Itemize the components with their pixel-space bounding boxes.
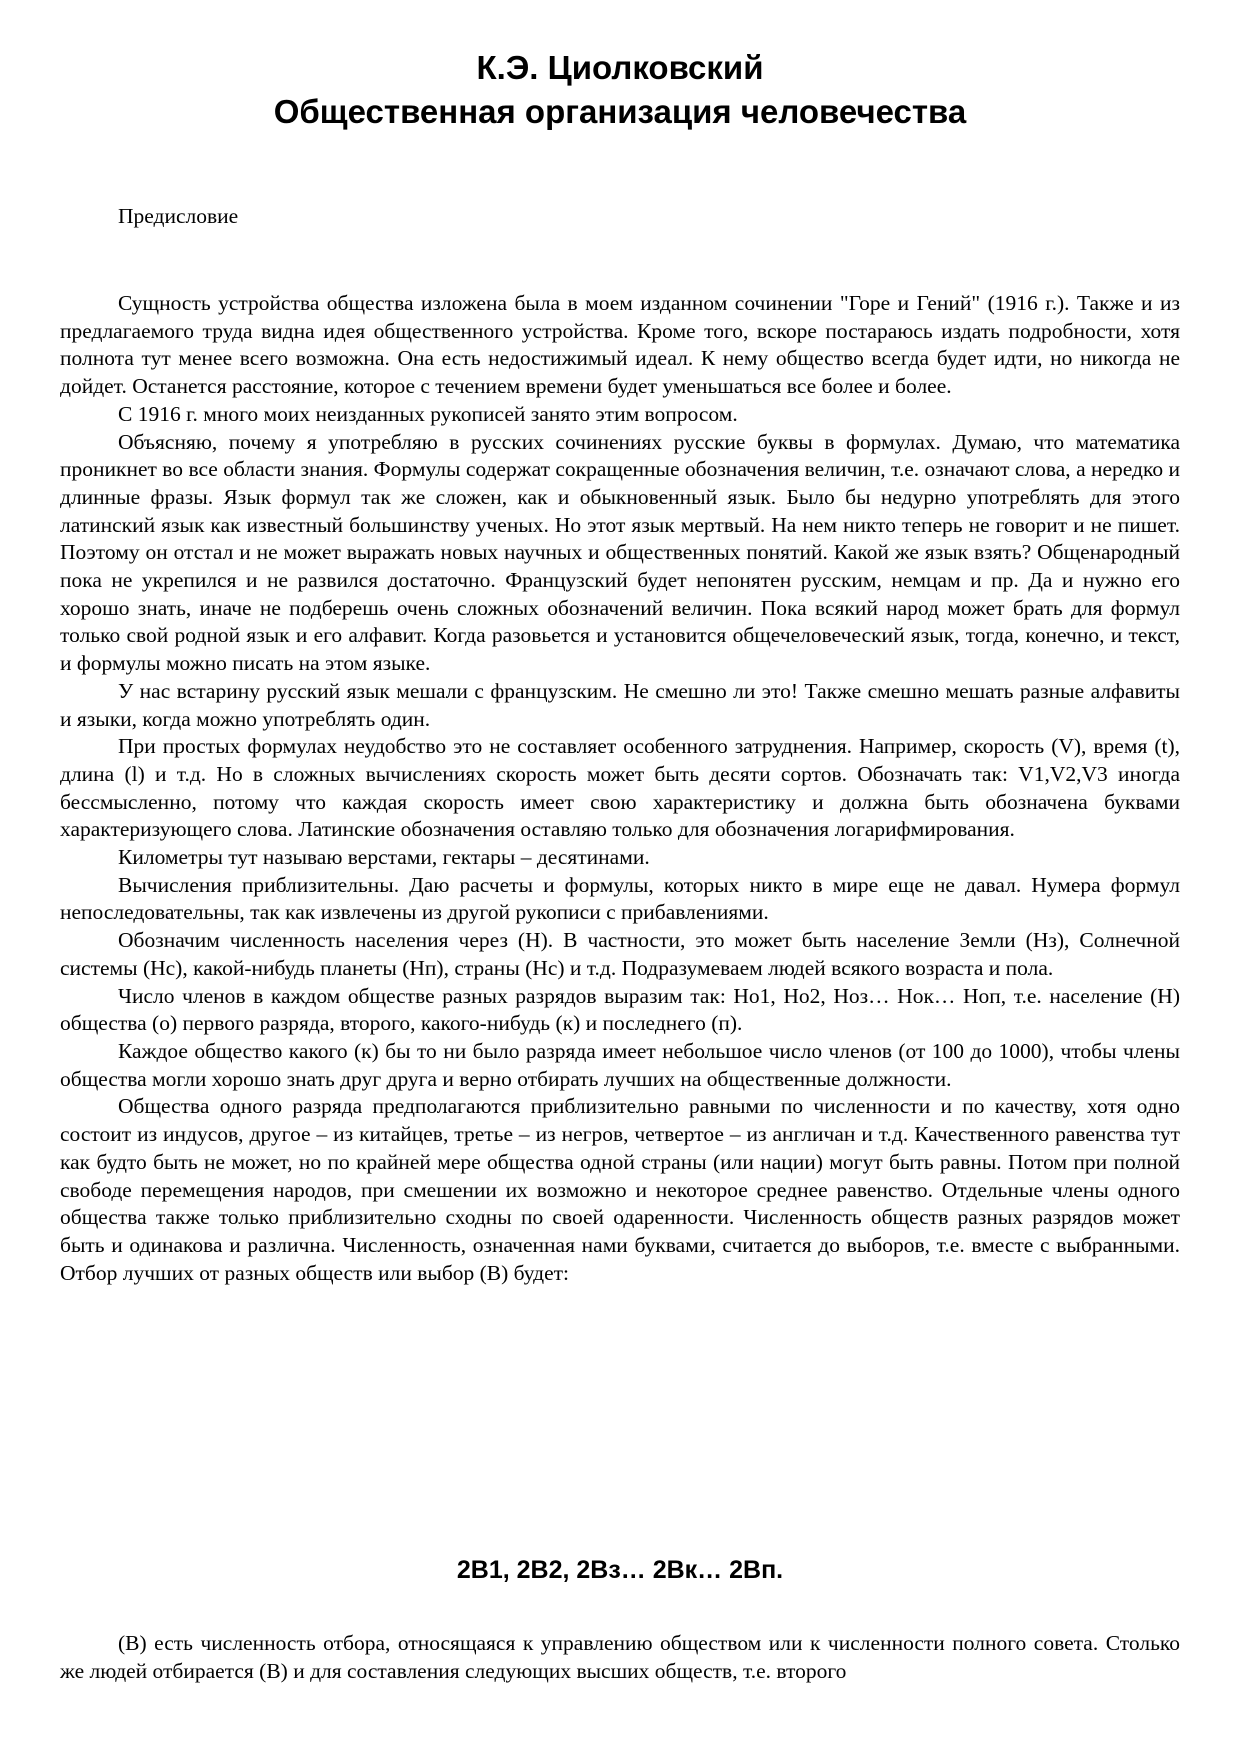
tail-text: [60, 1630, 1180, 1685]
paragraph: Общества одного разряда предполагаются приблизительно равными по численности и по качеству, хотя одно состоит из индусов, другое – из китайцев, третье – из негров, четвертое – из англичан и т.д. Качественного равенства тут как будто быть не может, но по крайней мере общества одной страны (или нации) могут быть равны. Потом при полной свободе перемещения народов, при смешении их возможно и некоторое среднее равенство. Отдельные члены одного общества также только приблизительно сходны по своей одаренности. Численность обществ разных разрядов может быть и одинакова и различна. Численность, означенная нами буквами, считается до выборов, т.е. вместе с выбранными. Отбор лучших от разных обществ или выбор (В) будет:: [60, 1094, 1180, 1285]
paragraph: Каждое общество какого (к) бы то ни было разряда имеет небольшое число членов (от 100 до 1000), чтобы члены общества могли хорошо знать друг друга и верно отбирать лучших на общественные должности.: [60, 1038, 1180, 1091]
paragraph: Объясняю, почему я употребляю в русских сочинениях русские буквы в формулах. Думаю, что математика проникнет во все области знания. Формулы содержат сокращенные обозначения величин, т.е. означают слова, а нередко и длинные фразы. Язык формул так же сложен, как и обыкновенный язык. Было бы недурно употреблять для этого латинский язык как известный большинству ученых. Но этот язык мертвый. На нем никто теперь не говорит и не пишет. Поэтому он отстал и не может выражать новых научных и общественных понятий. Какой же язык взять? Общенародный пока не укрепился и не развился достаточно. Французский будет непонятен русским, немцам и пр. Да и нужно его хорошо знать, иначе не подберешь очень сложных обозначений величин. Пока всякий народ может брать для формул только свой родной язык и его алфавит. Когда разовьется и установится общечеловеческий язык, тогда, конечно, и текст, и формулы можно писать на этом языке.: [60, 429, 1180, 676]
formula: 2В1, 2В2, 2Вз… 2Вк… 2Вп.: [456, 1556, 784, 1584]
paragraph: С 1916 г. много моих неизданных рукописей занято этим вопросом.: [118, 401, 738, 426]
paragraph: Число членов в каждом обществе разных разрядов выразим так: Но1, Но2, Ноз… Нок… Ноп, т.е. население (Н) общества (о) первого разряда, второго, какого-нибудь (к) и последнего (п).: [60, 983, 1180, 1036]
document-title: Общественная организация человечества: [273, 93, 967, 130]
paragraph: У нас встарину русский язык мешали с французским. Не смешно ли это! Также смешно мешать разные алфавиты и языки, когда можно употреблять один.: [60, 678, 1180, 731]
paragraph: Сущность устройства общества изложена была в моем изданном сочинении "Горе и Гений" (1916 г.). Также и из предлагаемого труда видна идея общественного устройства. Кроме того, вскоре постараюсь издать подробности, хотя полнота тут менее всего возможна. Она есть недостижимый идеал. К нему общество всегда будет идти, но никогда не дойдет. Останется расстояние, которое с течением времени будет уменьшаться все более и более.: [60, 291, 1180, 399]
preface-heading: Предисловие: [118, 204, 239, 228]
paragraph: (В) есть численность отбора, относящаяся к управлению обществом или к численности полного совета. Столько же людей отбирается (В) и для составления следующих высших обществ, т.е. второго: [60, 1631, 1180, 1683]
paragraph: При простых формулах неудобство это не составляет особенного затруднения. Например, скорость (V), время (t), длина (l) и т.д. Но в сложных вычислениях скорость может быть десяти сортов. Обозначать так: V1,V2,V3 иногда бессмысленно, потому что каждая скорость имеет свою характеристику и должна быть обозначена буквами характеризующего слова. Латинские обозначения оставляю только для обозначения логарифмирования.: [60, 734, 1180, 842]
title-block: [60, 46, 1180, 134]
author-name: К.Э. Циолковский: [476, 49, 764, 86]
paragraph: Вычисления приблизительны. Даю расчеты и формулы, которых никто в мире еще не давал. Нумера формул непоследовательны, так как извлечены из другой рукописи с прибавлениями.: [60, 872, 1180, 925]
body-text: [60, 290, 1180, 1287]
paragraph: Обозначим численность населения через (Н). В частности, это может быть население Земли (Нз), Солнечной системы (Нс), какой-нибудь планеты (Нп), страны (Нс) и т.д. Подразумеваем людей всякого возраста и пола.: [60, 928, 1180, 980]
paragraph: Километры тут называю верстами, гектары – десятинами.: [118, 845, 650, 870]
